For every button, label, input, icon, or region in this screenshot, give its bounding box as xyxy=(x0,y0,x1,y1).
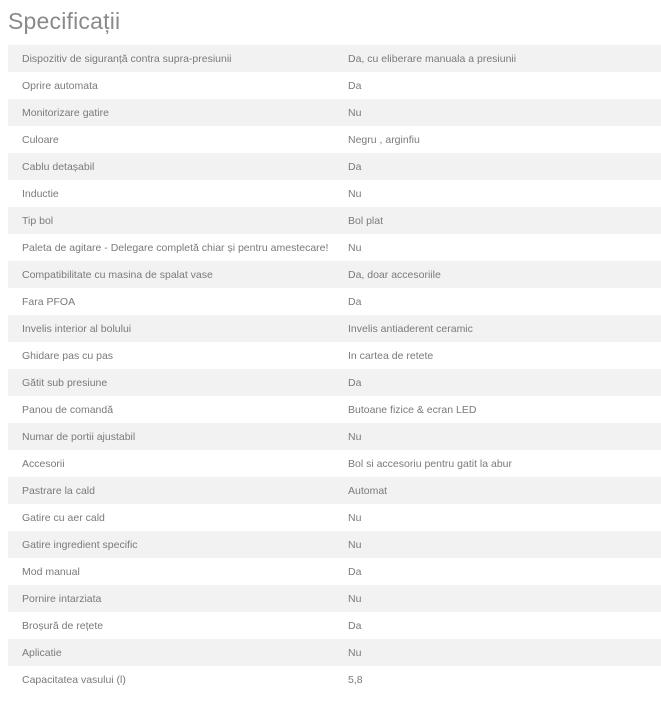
spec-value-cell: Invelis antiaderent ceramic xyxy=(348,322,473,335)
spec-name-cell: Mod manual xyxy=(22,565,80,578)
spec-value-cell: Nu xyxy=(348,241,362,254)
spec-name-cell: Capacitatea vasului (l) xyxy=(22,673,126,686)
spec-name-cell: Cablu detașabil xyxy=(22,160,95,173)
table-row xyxy=(8,234,661,261)
table-row xyxy=(8,369,661,396)
table-row xyxy=(8,666,661,693)
specifications-page xyxy=(0,8,661,693)
table-row xyxy=(8,423,661,450)
table-row xyxy=(8,315,661,342)
spec-name-cell: Inductie xyxy=(22,187,59,200)
spec-value-cell: Nu xyxy=(348,187,362,200)
spec-name-cell: Aplicatie xyxy=(22,646,62,659)
spec-name-cell: Fara PFOA xyxy=(22,295,76,308)
spec-name-cell: Dispozitiv de siguranță contra supra-presiunii xyxy=(22,52,232,65)
table-row xyxy=(8,180,661,207)
table-row xyxy=(8,207,661,234)
table-row xyxy=(8,639,661,666)
spec-value-cell: Da, doar accesoriile xyxy=(348,268,441,281)
table-row xyxy=(8,558,661,585)
specifications-table-body xyxy=(8,45,661,693)
spec-value-cell: Automat xyxy=(348,484,388,497)
spec-value-cell: Nu xyxy=(348,106,362,119)
specifications-table xyxy=(8,45,661,693)
table-row xyxy=(8,45,661,72)
spec-value-cell: Butoane fizice & ecran LED xyxy=(348,403,477,416)
spec-name-cell: Culoare xyxy=(22,133,59,146)
table-row xyxy=(8,612,661,639)
table-row xyxy=(8,261,661,288)
spec-value-cell: Nu xyxy=(348,430,362,443)
table-row xyxy=(8,477,661,504)
page-title: Specificații xyxy=(8,8,121,34)
spec-value-cell: In cartea de retete xyxy=(348,349,434,362)
spec-value-cell: Bol si accesoriu pentru gatit la abur xyxy=(348,457,513,470)
table-row xyxy=(8,450,661,477)
table-row xyxy=(8,585,661,612)
spec-name-cell: Gatire cu aer cald xyxy=(22,511,105,524)
table-row xyxy=(8,504,661,531)
spec-value-cell: Da xyxy=(348,295,362,308)
spec-value-cell: Nu xyxy=(348,592,362,605)
table-row xyxy=(8,531,661,558)
spec-value-cell: Da xyxy=(348,619,362,632)
spec-name-cell: Accesorii xyxy=(22,457,65,470)
table-row xyxy=(8,396,661,423)
spec-value-cell: Da xyxy=(348,376,362,389)
table-row xyxy=(8,72,661,99)
table-row xyxy=(8,153,661,180)
spec-value-cell: Nu xyxy=(348,646,362,659)
spec-value-cell: Da xyxy=(348,79,362,92)
spec-value-cell: Nu xyxy=(348,538,362,551)
spec-name-cell: Tip bol xyxy=(22,214,54,227)
spec-name-cell: Gatire ingredient specific xyxy=(22,538,138,551)
table-row xyxy=(8,126,661,153)
spec-name-cell: Numar de portii ajustabil xyxy=(22,430,136,443)
spec-name-cell: Ghidare pas cu pas xyxy=(22,349,114,362)
table-row xyxy=(8,288,661,315)
spec-value-cell: Da, cu eliberare manuala a presiunii xyxy=(348,52,517,65)
spec-value-cell: Nu xyxy=(348,511,362,524)
spec-name-cell: Compatibilitate cu masina de spalat vase xyxy=(22,268,213,281)
spec-value-cell: 5,8 xyxy=(348,673,363,686)
table-row xyxy=(8,99,661,126)
spec-name-cell: Broșură de rețete xyxy=(22,619,104,632)
spec-name-cell: Gătit sub presiune xyxy=(22,376,108,389)
spec-name-cell: Oprire automata xyxy=(22,79,98,92)
spec-value-cell: Da xyxy=(348,565,362,578)
spec-value-cell: Da xyxy=(348,160,362,173)
spec-name-cell: Panou de comandă xyxy=(22,403,114,416)
spec-value-cell: Negru , arginfiu xyxy=(348,133,420,146)
spec-name-cell: Invelis interior al bolului xyxy=(22,322,132,335)
spec-name-cell: Pornire intarziata xyxy=(22,592,102,605)
table-row xyxy=(8,342,661,369)
spec-value-cell: Bol plat xyxy=(348,214,384,227)
spec-name-cell: Paleta de agitare - Delegare completă chiar și pentru amestecare! xyxy=(22,241,329,254)
spec-name-cell: Monitorizare gatire xyxy=(22,106,109,119)
spec-name-cell: Pastrare la cald xyxy=(22,484,95,497)
